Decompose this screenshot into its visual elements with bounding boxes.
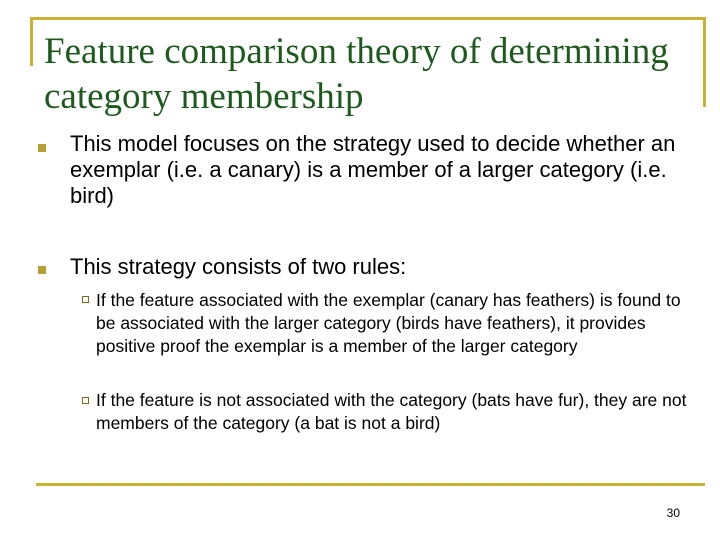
frame-bottom-rule xyxy=(36,483,705,486)
frame-right-rule xyxy=(703,17,706,107)
square-bullet-icon xyxy=(38,144,46,152)
sub-bullet-text: If the feature is not associated with the category (bats have fur), they are not members of the category (a bat is not a bird) xyxy=(96,390,687,433)
page-number: 30 xyxy=(666,506,680,520)
bullet-text: This model focuses on the strategy used to decide whether an exemplar (i.e. a canary) is a member of a larger category (i.e. bird) xyxy=(70,131,676,208)
bullet-text: This strategy consists of two rules: xyxy=(70,254,407,279)
square-bullet-icon xyxy=(38,266,46,274)
hollow-square-bullet-icon xyxy=(82,296,89,303)
frame-left-rule xyxy=(30,17,33,66)
sub-bullet-text: If the feature associated with the exemplar (canary has feathers) is found to be associated with the larger category (birds have feathers), it provides positive proof the exemplar is a member of the larger category xyxy=(96,290,681,356)
hollow-square-bullet-icon xyxy=(82,397,89,404)
slide-title: Feature comparison theory of determining category membership xyxy=(44,31,669,117)
frame-top-rule xyxy=(30,17,706,20)
